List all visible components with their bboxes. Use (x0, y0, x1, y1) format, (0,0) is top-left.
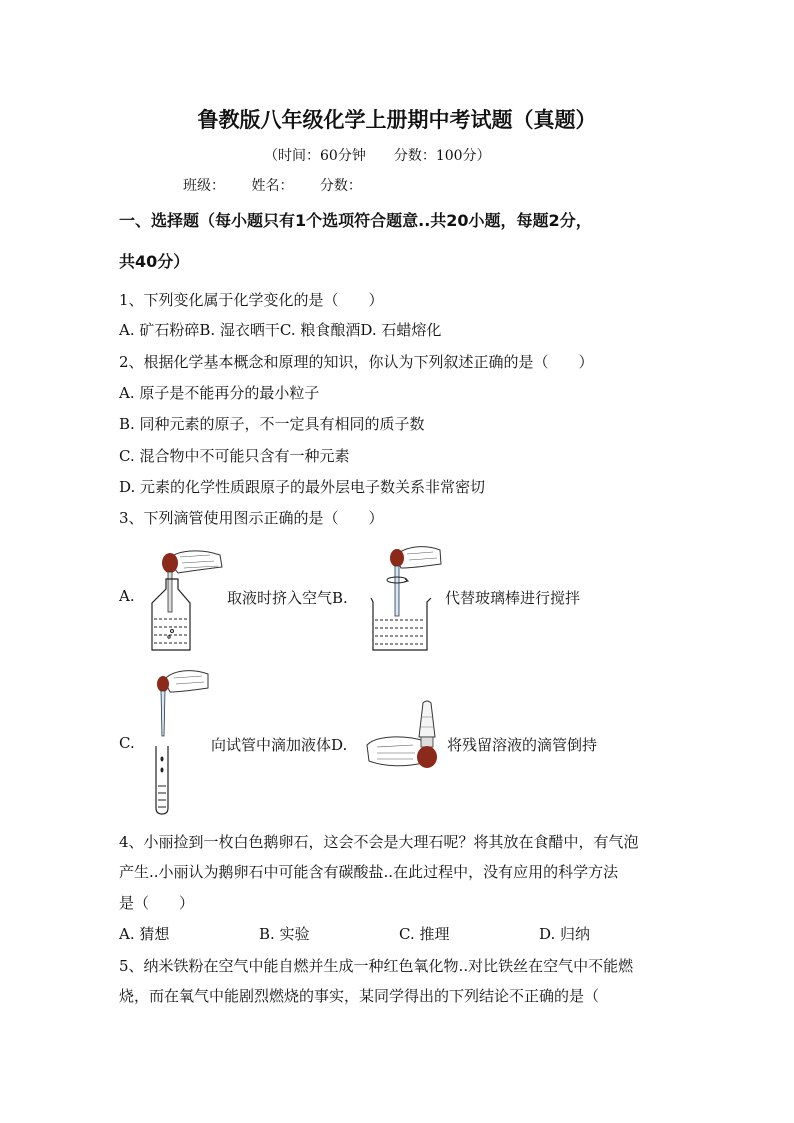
q2-option-a: A. 原子是不能再分的最小粒子 (119, 384, 320, 402)
dropper-test-tube-illustration (146, 666, 211, 816)
q4-stem-line2: 产生..小丽认为鹅卵石中可能含有碳酸盐..在此过程中，没有应用的科学方法 (119, 863, 619, 881)
q2-option-b: B. 同种元素的原子，不一定具有相同的质子数 (119, 415, 425, 433)
q3-stem: 3、下列滴管使用图示正确的是（ ） (119, 509, 384, 527)
dropper-stir-illustration (365, 542, 445, 654)
q3-c-letter: C. (119, 734, 135, 752)
exam-info: （时间：60分钟 分数：100分） (264, 148, 491, 164)
section-heading-line2: 共40分） (119, 252, 190, 271)
dropper-bottle-illustration (140, 545, 225, 655)
q5-stem-line2: 烧，而在氧气中能剧烈燃烧的事实，某同学得出的下列结论不正确的是（ (119, 987, 600, 1005)
q4-option-b: B. 实验 (259, 925, 310, 943)
q3-c-caption: 向试管中滴加液体D. (211, 736, 348, 754)
q3-a-letter: A. (119, 587, 135, 605)
q2-stem: 2、根据化学基本概念和原理的知识，你认为下列叙述正确的是（ ） (119, 353, 594, 371)
inverted-dropper-illustration (365, 697, 445, 777)
class-field-label: 班级： (183, 178, 225, 194)
q4-option-c: C. 推理 (399, 925, 450, 943)
q3-b-caption: 代替玻璃棒进行搅拌 (445, 589, 581, 607)
score-field-label: 分数： (319, 178, 362, 194)
q4-option-a: A. 猜想 (119, 925, 170, 943)
name-field-label: 姓名： (251, 178, 294, 194)
q4-options (119, 924, 679, 944)
q5-stem-line1: 5、纳米铁粉在空气中能自燃并生成一种红色氧化物..对比铁丝在空气中不能燃 (119, 957, 634, 975)
q4-stem-line3: 是（ ） (119, 894, 195, 912)
q4-stem-line1: 4、小丽捡到一枚白色鹅卵石，这会不会是大理石呢？将其放在食醋中，有气泡 (119, 833, 639, 851)
q2-option-c: C. 混合物中不可能只含有一种元素 (119, 447, 350, 465)
page-title: 鲁教版八年级化学上册期中考试题（真题） (197, 108, 597, 132)
q1-stem: 1、下列变化属于化学变化的是（ ） (119, 291, 384, 309)
q1-options: A. 矿石粉碎B. 湿衣晒干C. 粮食酿酒D. 石蜡熔化 (119, 321, 442, 339)
q4-option-d: D. 归纳 (539, 925, 591, 943)
q3-a-caption: 取液时挤入空气B. (227, 589, 348, 607)
q3-d-caption: 将残留溶液的滴管倒持 (447, 736, 598, 754)
section-heading-line1: 一、选择题（每小题只有1个选项符合题意..共20小题，每题2分， (119, 211, 592, 230)
student-fields (183, 175, 384, 195)
q2-option-d: D. 元素的化学性质跟原子的最外层电子数关系非常密切 (119, 478, 486, 496)
